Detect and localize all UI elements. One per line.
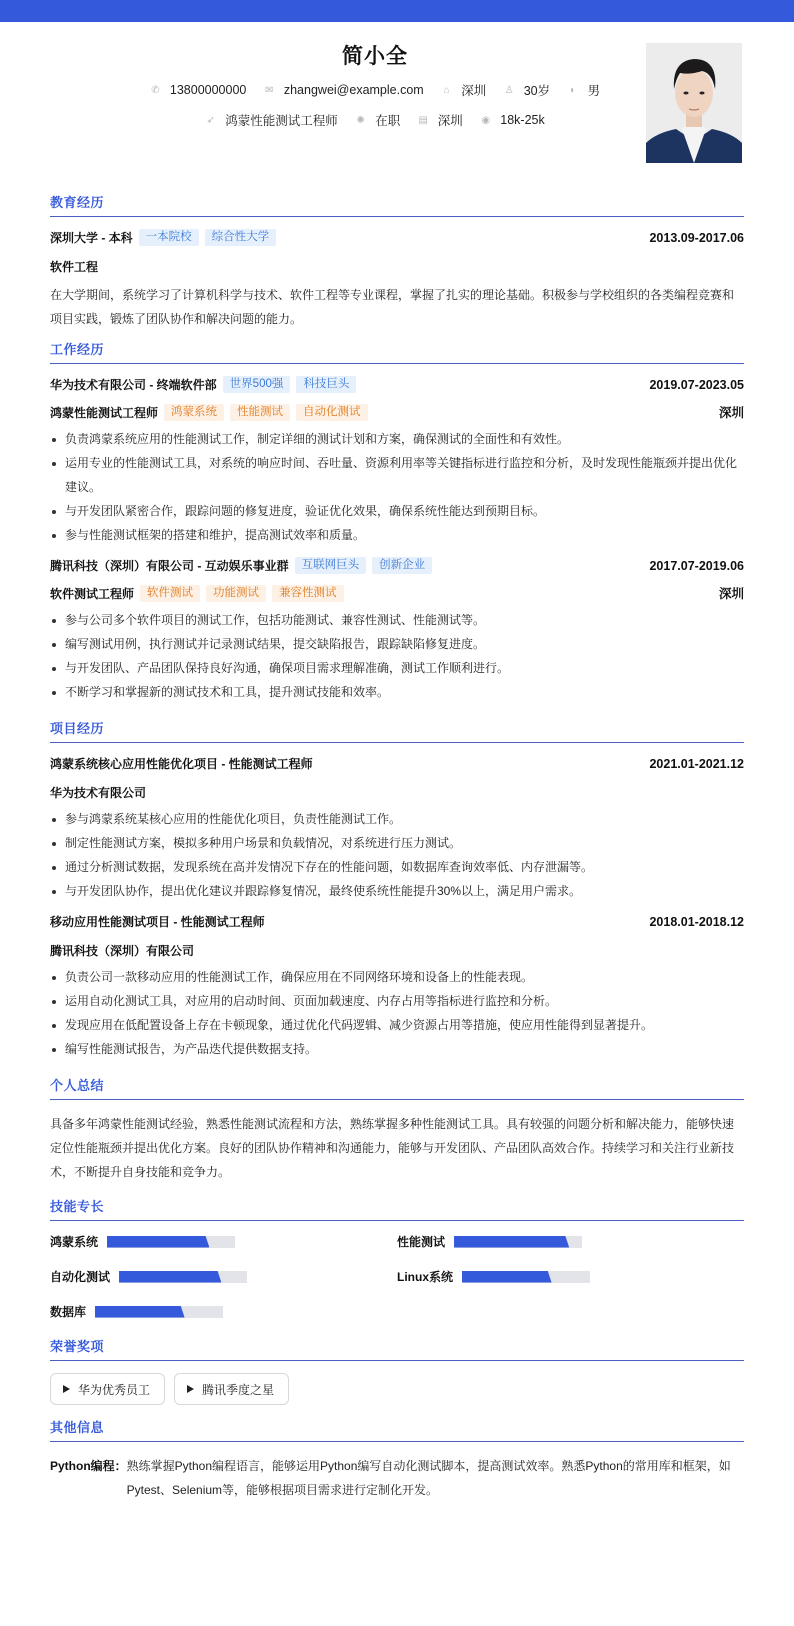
intent-city bbox=[418, 111, 463, 129]
work-date: 2019.07-2023.05 bbox=[649, 377, 744, 392]
education-entry bbox=[50, 229, 744, 331]
project-bullets bbox=[50, 965, 744, 1061]
triangle-right-icon bbox=[63, 1385, 70, 1393]
skill-bar bbox=[454, 1236, 582, 1248]
role-tag: 软件测试 bbox=[140, 585, 200, 602]
section-title-other: 其他信息 bbox=[50, 1417, 744, 1442]
honor-item[interactable] bbox=[174, 1373, 289, 1405]
status-value: 在职 bbox=[375, 114, 401, 128]
section-title-work: 工作经历 bbox=[50, 339, 744, 364]
skill-item bbox=[50, 1268, 397, 1285]
company-tag: 世界500强 bbox=[223, 376, 291, 393]
list-item: 与开发团队、产品团队保持良好沟通，确保项目需求理解准确，测试工作顺利进行。 bbox=[50, 656, 744, 680]
list-item: 与开发团队协作，提出优化建议并跟踪修复情况，最终使系统性能提升30%以上，满足用户需求。 bbox=[50, 879, 744, 903]
skill-bar-fill bbox=[95, 1306, 185, 1318]
skills-section bbox=[50, 1196, 744, 1326]
skill-item bbox=[50, 1303, 397, 1320]
email-value: zhangwei@example.com bbox=[283, 83, 424, 97]
home-icon: ⌂ bbox=[443, 84, 450, 96]
salary-value: 18k-25k bbox=[500, 113, 545, 127]
mail-icon: ✉ bbox=[265, 84, 274, 96]
status-icon: ✺ bbox=[356, 114, 365, 126]
work-city: 深圳 bbox=[718, 406, 744, 420]
candidate-name: 简小全 bbox=[342, 45, 408, 68]
section-title-projects: 项目经历 bbox=[50, 718, 744, 743]
honors-list bbox=[50, 1373, 744, 1405]
list-item: 参与公司多个软件项目的测试工作，包括功能测试、兼容性测试、性能测试等。 bbox=[50, 608, 744, 632]
list-item: 发现应用在低配置设备上存在卡顿现象，通过优化代码逻辑、减少资源占用等措施，使应用性能得到显著提升。 bbox=[50, 1013, 744, 1037]
list-item: 制定性能测试方案，模拟多种用户场景和负载情况，对系统进行压力测试。 bbox=[50, 831, 744, 855]
list-item: 参与性能测试框架的搭建和维护，提高测试效率和质量。 bbox=[50, 523, 744, 547]
phone-value: 13800000000 bbox=[169, 83, 247, 97]
school-name: 深圳大学 - 本科 bbox=[50, 231, 133, 245]
list-item: 不断学习和掌握新的测试技术和工具，提升测试技能和效率。 bbox=[50, 680, 744, 704]
skill-bar bbox=[462, 1271, 590, 1283]
gender-icon: ◐ bbox=[570, 84, 577, 96]
school-tag: 综合性大学 bbox=[205, 229, 277, 246]
company-tag: 创新企业 bbox=[372, 557, 432, 574]
role-tag: 鸿蒙系统 bbox=[164, 404, 224, 421]
summary-section bbox=[50, 1075, 744, 1184]
job-role: 鸿蒙性能测试工程师 bbox=[50, 405, 159, 420]
skill-name: 自动化测试 bbox=[50, 1270, 111, 1284]
other-item bbox=[50, 1454, 744, 1502]
cake-icon: ♙ bbox=[504, 84, 514, 96]
summary-text: 具备多年鸿蒙性能测试经验，熟悉性能测试流程和方法，熟练掌握多种性能测试工具。具有较强的问题分析和解决能力，能够快速定位性能瓶颈并提出优化方案。良好的团队协作精神和沟通能力，能够与开发团队、产品团队高效合作。持续学习和关注行业新技术，不断提升自身技能和竞争力。 bbox=[50, 1117, 735, 1179]
other-section bbox=[50, 1417, 744, 1502]
list-item: 编写测试用例，执行测试并记录测试结果，提交缺陷报告，跟踪缺陷修复进度。 bbox=[50, 632, 744, 656]
education-date: 2013.09-2017.06 bbox=[649, 230, 744, 245]
section-title-skills: 技能专长 bbox=[50, 1196, 744, 1221]
top-accent-bar bbox=[0, 0, 794, 22]
resume-page bbox=[0, 22, 794, 1522]
honor-item[interactable] bbox=[50, 1373, 165, 1405]
list-item: 负责公司一款移动应用的性能测试工作，确保应用在不同网络环境和设备上的性能表现。 bbox=[50, 965, 744, 989]
role-tag: 功能测试 bbox=[206, 585, 266, 602]
skill-bar bbox=[119, 1271, 247, 1283]
role-tag: 自动化测试 bbox=[296, 404, 368, 421]
company-tag: 互联网巨头 bbox=[295, 557, 367, 574]
project-date: 2018.01-2018.12 bbox=[649, 914, 744, 929]
phone-icon: ✆ bbox=[151, 84, 160, 96]
skill-bar-fill bbox=[454, 1236, 569, 1248]
honors-section bbox=[50, 1336, 744, 1405]
contact-location bbox=[441, 81, 486, 99]
portrait-image bbox=[646, 43, 742, 163]
salary-icon: ◉ bbox=[481, 114, 491, 126]
work-entry bbox=[50, 376, 744, 547]
skill-name: Linux系统 bbox=[397, 1270, 453, 1284]
location-value: 深圳 bbox=[461, 84, 487, 98]
triangle-right-icon bbox=[187, 1385, 194, 1393]
list-item: 与开发团队紧密合作，跟踪问题的修复进度，验证优化效果，确保系统性能达到预期目标。 bbox=[50, 499, 744, 523]
list-item: 运用自动化测试工具，对应用的启动时间、页面加载速度、内存占用等指标进行监控和分析。 bbox=[50, 989, 744, 1013]
resume-header bbox=[50, 22, 744, 184]
contact-email bbox=[264, 83, 424, 97]
skill-bar-fill bbox=[107, 1236, 209, 1248]
list-item: 负责鸿蒙系统应用的性能测试工作，制定详细的测试计划和方案，确保测试的全面性和有效性。 bbox=[50, 427, 744, 451]
company-tag: 科技巨头 bbox=[296, 376, 356, 393]
honor-label: 腾讯季度之星 bbox=[202, 1382, 275, 1397]
major: 软件工程 bbox=[50, 260, 99, 274]
skill-item bbox=[397, 1233, 744, 1250]
work-city: 深圳 bbox=[718, 587, 744, 601]
contact-age bbox=[504, 81, 550, 99]
project-name: 鸿蒙系统核心应用性能优化项目 - 性能测试工程师 bbox=[50, 757, 313, 771]
job-role: 软件测试工程师 bbox=[50, 586, 135, 601]
skills-grid bbox=[50, 1233, 744, 1326]
skill-bar bbox=[107, 1236, 235, 1248]
project-bullets bbox=[50, 807, 744, 903]
contact-gender bbox=[568, 81, 601, 99]
other-label: Python编程： bbox=[50, 1459, 127, 1473]
other-text: 熟练掌握Python编程语言，能够运用Python编写自动化测试脚本，提高测试效率。熟悉Python的常用库和框架，如Pytest、Selenium等，能够根据项目需求进行定制化开发。 bbox=[126, 1459, 731, 1497]
education-description: 在大学期间，系统学习了计算机科学与技术、软件工程等专业课程，掌握了扎实的理论基础。积极参与学校组织的各类编程竞赛和项目实践，锻炼了团队协作和解决问题的能力。 bbox=[50, 288, 735, 326]
work-bullets bbox=[50, 608, 744, 704]
project-entry bbox=[50, 755, 744, 903]
send-icon: ➶ bbox=[206, 114, 215, 126]
intent-salary bbox=[480, 113, 544, 127]
building-icon: ▤ bbox=[418, 114, 428, 126]
role-tag: 性能测试 bbox=[230, 404, 290, 421]
skill-item bbox=[50, 1233, 397, 1250]
work-date: 2017.07-2019.06 bbox=[649, 558, 744, 573]
project-date: 2021.01-2021.12 bbox=[649, 756, 744, 771]
list-item: 运用专业的性能测试工具，对系统的响应时间、吞吐量、资源利用率等关键指标进行监控和分析，及时发现性能瓶颈并提出优化建议。 bbox=[50, 451, 744, 499]
education-section bbox=[50, 192, 744, 331]
skill-bar-fill bbox=[119, 1271, 221, 1283]
list-item: 通过分析测试数据，发现系统在高并发情况下存在的性能问题，如数据库查询效率低、内存泄漏等。 bbox=[50, 855, 744, 879]
list-item: 参与鸿蒙系统某核心应用的性能优化项目，负责性能测试工作。 bbox=[50, 807, 744, 831]
project-entry bbox=[50, 913, 744, 1061]
work-section bbox=[50, 339, 744, 704]
project-name: 移动应用性能测试项目 - 性能测试工程师 bbox=[50, 915, 265, 929]
work-entry bbox=[50, 557, 744, 704]
skill-bar-fill bbox=[462, 1271, 552, 1283]
intent-status bbox=[355, 111, 400, 129]
project-company: 腾讯科技（深圳）有限公司 bbox=[50, 944, 195, 958]
school-tag: 一本院校 bbox=[139, 229, 199, 246]
honor-label: 华为优秀员工 bbox=[78, 1382, 151, 1397]
intent-position bbox=[205, 111, 338, 129]
section-title-summary: 个人总结 bbox=[50, 1075, 744, 1100]
gender-value: 男 bbox=[587, 84, 601, 98]
profile-photo bbox=[646, 43, 742, 163]
city-value: 深圳 bbox=[437, 114, 463, 128]
skill-name: 性能测试 bbox=[397, 1235, 446, 1249]
skill-name: 鸿蒙系统 bbox=[50, 1235, 99, 1249]
age-value: 30岁 bbox=[523, 84, 551, 98]
skill-item bbox=[397, 1268, 744, 1285]
job-intent-row bbox=[50, 111, 700, 129]
role-tag: 兼容性测试 bbox=[272, 585, 344, 602]
company-name: 腾讯科技（深圳）有限公司 - 互动娱乐事业群 bbox=[50, 559, 289, 573]
skill-bar bbox=[95, 1306, 223, 1318]
skill-name: 数据库 bbox=[50, 1305, 87, 1319]
position-value: 鸿蒙性能测试工程师 bbox=[225, 114, 338, 128]
projects-section bbox=[50, 718, 744, 1061]
list-item: 编写性能测试报告，为产品迭代提供数据支持。 bbox=[50, 1037, 744, 1061]
project-company: 华为技术有限公司 bbox=[50, 786, 147, 800]
section-title-honors: 荣誉奖项 bbox=[50, 1336, 744, 1361]
contact-phone bbox=[150, 83, 246, 97]
section-title-education: 教育经历 bbox=[50, 192, 744, 217]
company-name: 华为技术有限公司 - 终端软件部 bbox=[50, 378, 217, 392]
work-bullets bbox=[50, 427, 744, 547]
contact-row bbox=[50, 81, 700, 99]
